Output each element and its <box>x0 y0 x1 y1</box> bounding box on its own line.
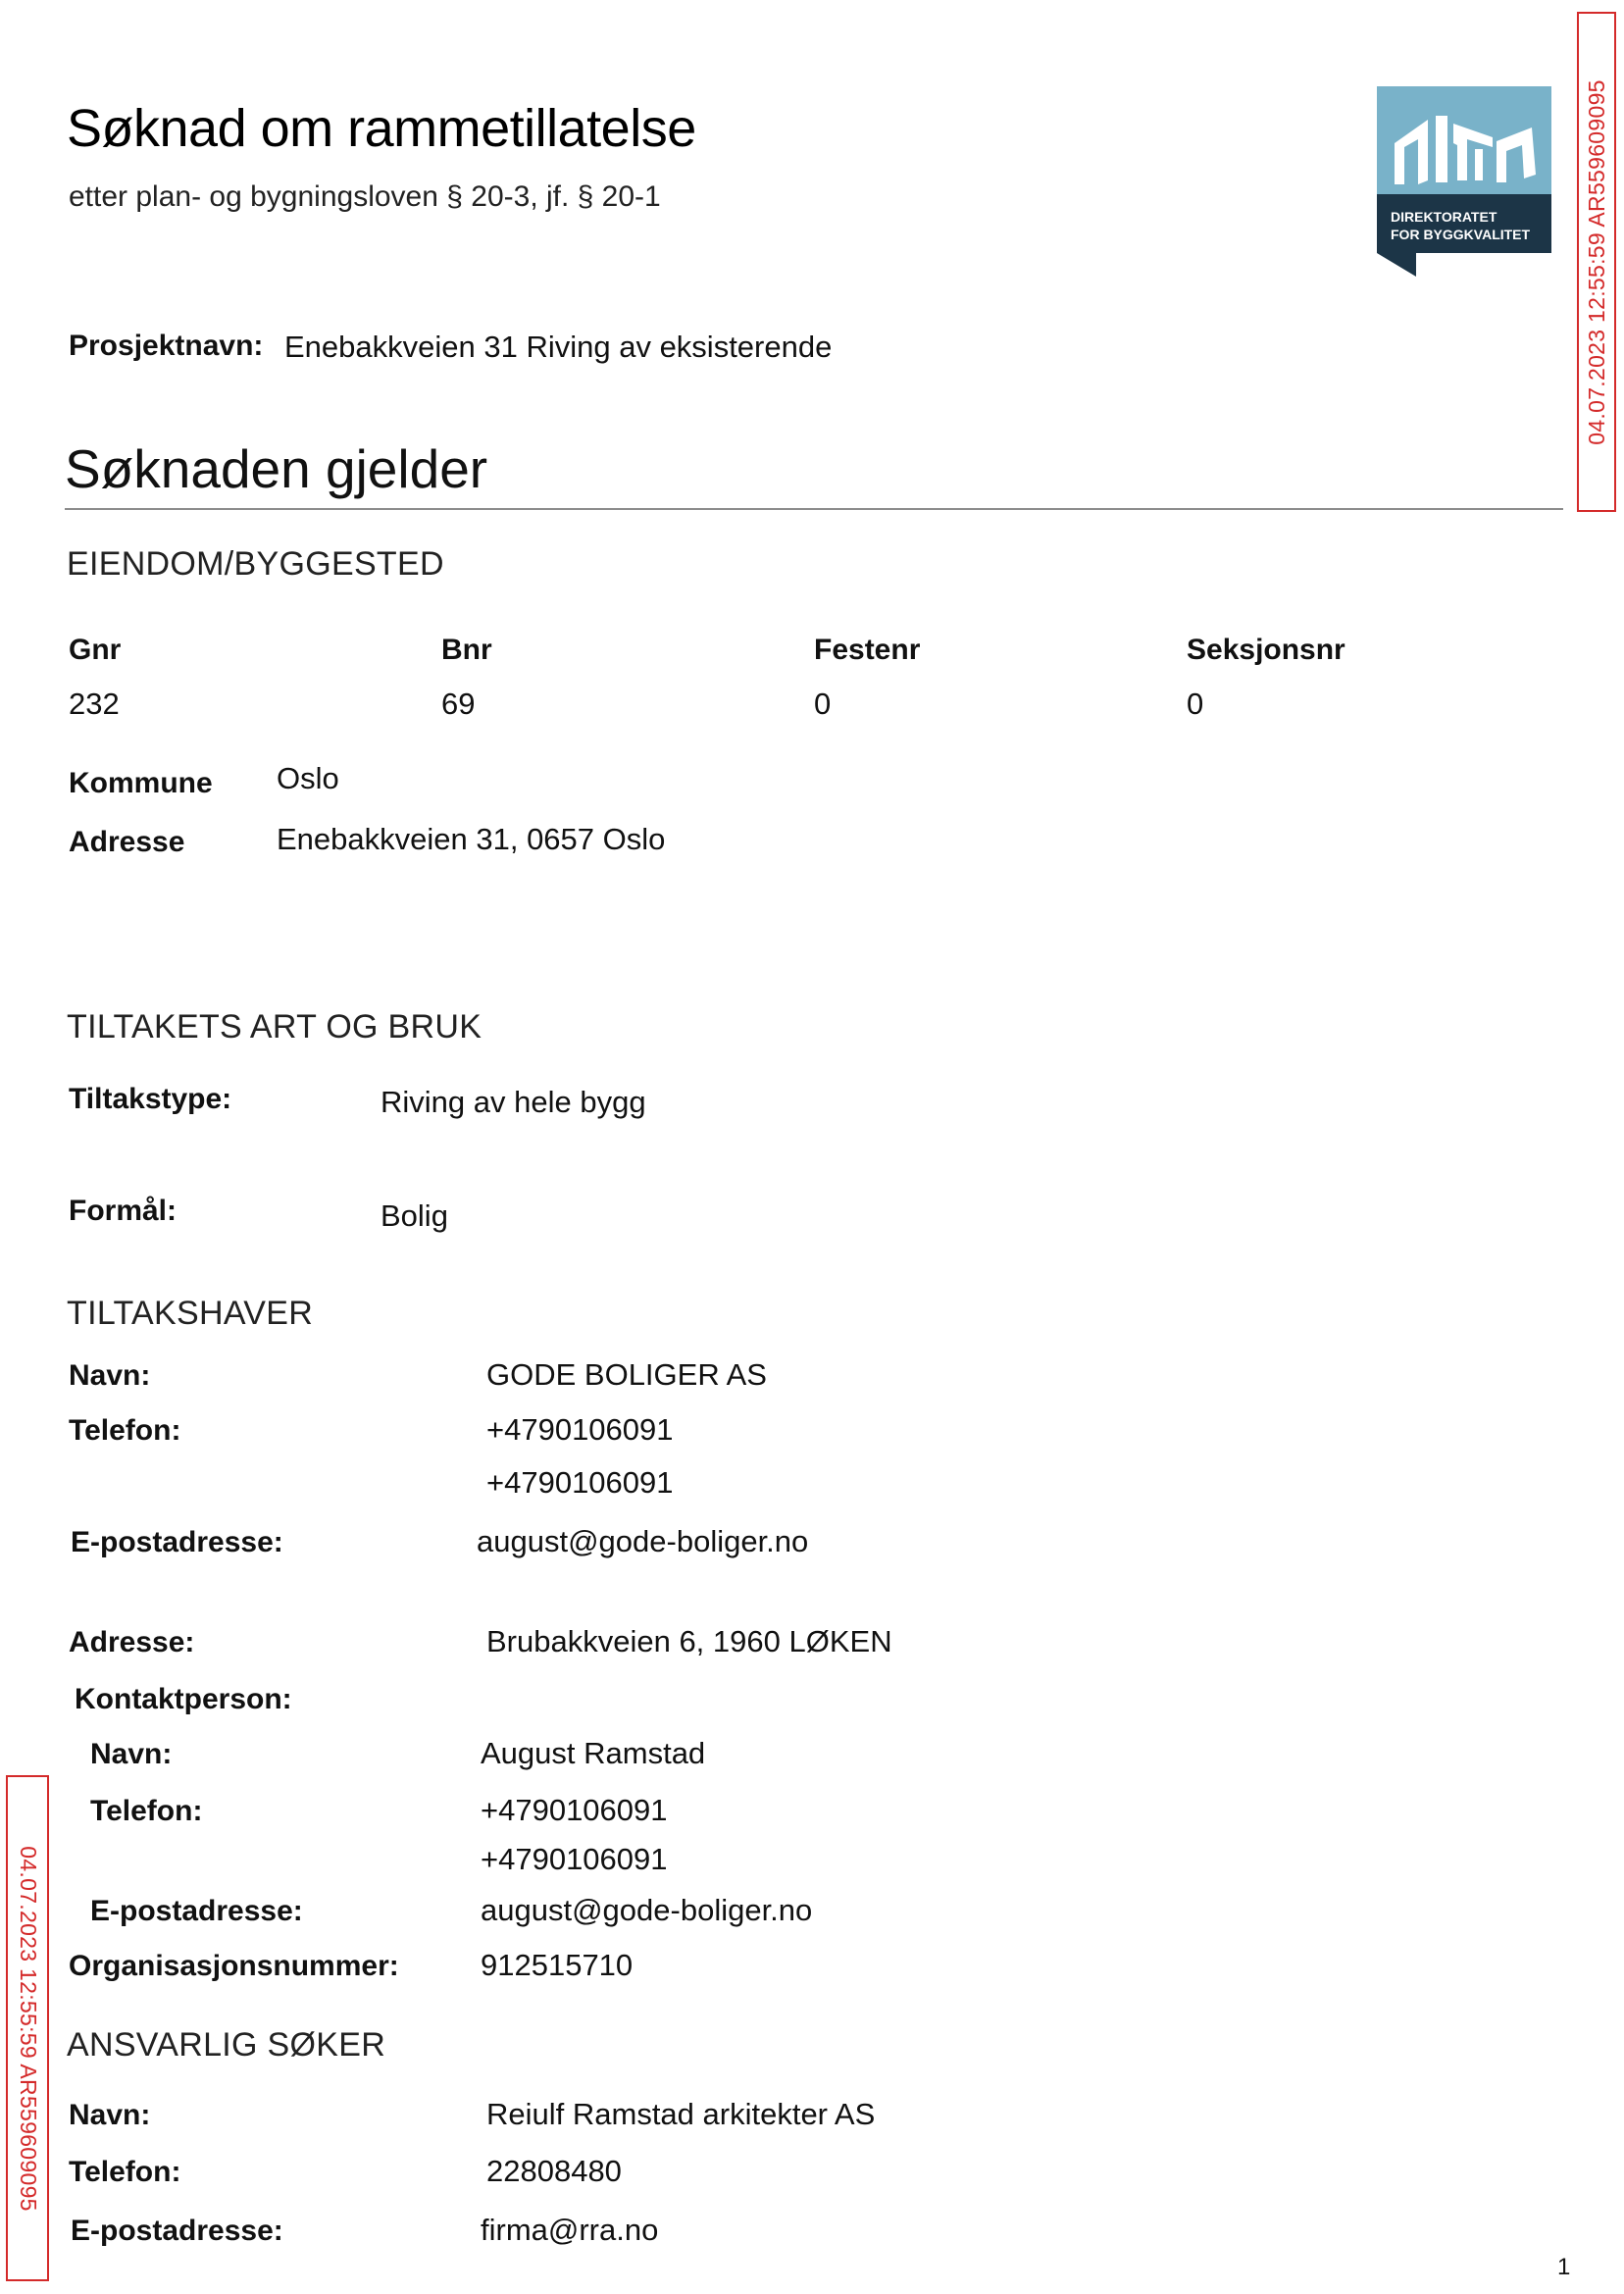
tiltakstype-label: Tiltakstype: <box>69 1083 232 1115</box>
logo-line-1: DIREKTORATET <box>1391 209 1497 225</box>
tiltakshaver-telefon-1: +4790106091 <box>486 1412 674 1447</box>
project-value: Enebakkveien 31 Riving av eksisterende <box>284 330 833 364</box>
formal-label: Formål: <box>69 1195 178 1227</box>
bnr-value: 69 <box>441 687 476 721</box>
tiltak-heading: TILTAKETS ART OG BRUK <box>67 1008 482 1045</box>
kommune-label: Kommune <box>69 767 213 799</box>
page-number: 1 <box>1557 2254 1571 2280</box>
bnr-label: Bnr <box>441 634 492 666</box>
tiltakstype-value: Riving av hele bygg <box>381 1085 646 1119</box>
soker-epost-label: E-postadresse: <box>71 2215 283 2247</box>
building-logo-icon <box>1377 86 1551 277</box>
tiltakshaver-navn-label: Navn: <box>69 1359 151 1392</box>
tiltakshaver-navn-value: GODE BOLIGER AS <box>486 1357 767 1392</box>
soker-heading: ANSVARLIG SØKER <box>67 2026 386 2064</box>
receipt-stamp-text: 04.07.2023 12:55:59 AR559609095 <box>15 1845 41 2212</box>
soker-navn-label: Navn: <box>69 2099 151 2131</box>
receipt-stamp-text: 04.07.2023 12:55:59 AR559609095 <box>1583 78 1609 445</box>
section-divider <box>65 508 1563 510</box>
soker-epost-value: firma@rra.no <box>481 2213 659 2247</box>
gnr-label: Gnr <box>69 634 122 666</box>
adresse-label: Adresse <box>69 826 185 858</box>
document-title: Søknad om rammetillatelse <box>67 99 696 158</box>
kontakt-navn-label: Navn: <box>90 1738 173 1770</box>
festenr-label: Festenr <box>814 634 921 666</box>
kontakt-epost-value: august@gode-boliger.no <box>481 1893 813 1927</box>
kontakt-epost-label: E-postadresse: <box>90 1895 303 1927</box>
receipt-stamp-top-right <box>1577 12 1616 512</box>
receipt-stamp-bottom-left <box>6 1775 49 2281</box>
adresse-value: Enebakkveien 31, 0657 Oslo <box>277 822 666 856</box>
dibk-logo <box>1377 86 1551 277</box>
kontaktperson-label: Kontaktperson: <box>75 1683 292 1715</box>
kontakt-telefon-label: Telefon: <box>90 1795 203 1827</box>
formal-value: Bolig <box>381 1198 448 1233</box>
section-heading: Søknaden gjelder <box>65 438 488 499</box>
soker-telefon-label: Telefon: <box>69 2156 181 2188</box>
soker-telefon-value: 22808480 <box>486 2154 622 2188</box>
tiltakshaver-adresse-value: Brubakkveien 6, 1960 LØKEN <box>486 1624 892 1658</box>
tiltakshaver-telefon-2: +4790106091 <box>486 1465 674 1500</box>
seksjonsnr-label: Seksjonsnr <box>1187 634 1345 666</box>
logo-line-2: FOR BYGGKVALITET <box>1391 227 1531 242</box>
soker-navn-value: Reiulf Ramstad arkitekter AS <box>486 2097 876 2131</box>
kontakt-navn-value: August Ramstad <box>481 1736 706 1770</box>
seksjonsnr-value: 0 <box>1187 687 1204 721</box>
document-subtitle: etter plan- og bygningsloven § 20-3, jf. § 20-1 <box>69 180 661 213</box>
project-label: Prosjektnavn: <box>69 330 264 362</box>
tiltakshaver-telefon-label: Telefon: <box>69 1414 181 1447</box>
kontakt-telefon-1: +4790106091 <box>481 1793 668 1827</box>
kommune-value: Oslo <box>277 761 339 795</box>
tiltakshaver-epost-value: august@gode-boliger.no <box>477 1524 809 1558</box>
tiltakshaver-heading: TILTAKSHAVER <box>67 1295 314 1332</box>
gnr-value: 232 <box>69 687 120 721</box>
orgnr-value: 912515710 <box>481 1948 634 1982</box>
orgnr-label: Organisasjonsnummer: <box>69 1950 399 1982</box>
eiendom-heading: EIENDOM/BYGGESTED <box>67 545 444 583</box>
festenr-value: 0 <box>814 687 832 721</box>
kontakt-telefon-2: +4790106091 <box>481 1842 668 1876</box>
tiltakshaver-epost-label: E-postadresse: <box>71 1526 283 1558</box>
tiltakshaver-adresse-label: Adresse: <box>69 1626 195 1658</box>
